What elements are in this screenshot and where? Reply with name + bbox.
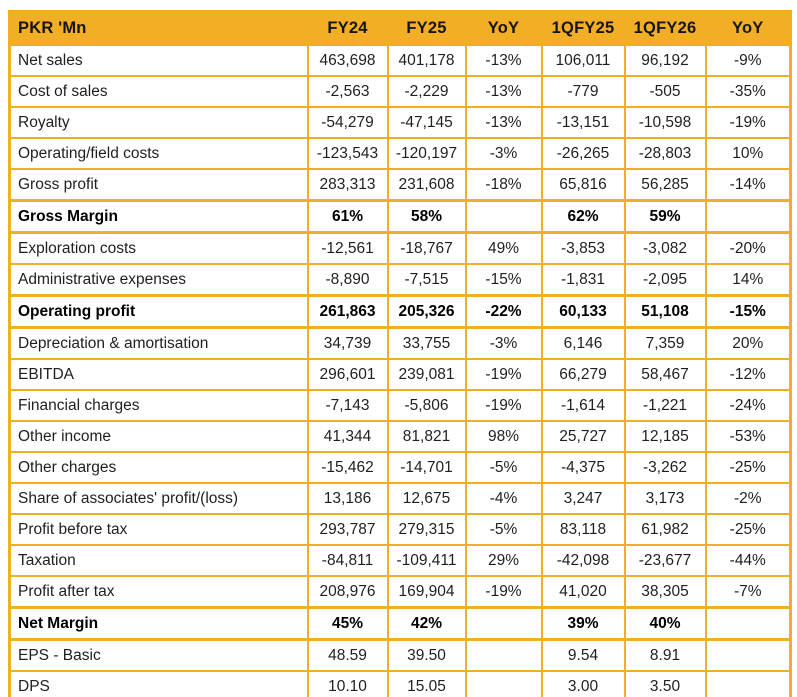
value-cell: 42% (388, 608, 466, 640)
table-row (10, 45, 791, 76)
value-cell: -20% (706, 233, 791, 265)
row-label: Taxation (10, 545, 308, 576)
row-label: Net Margin (10, 608, 308, 640)
value-cell: -2,563 (308, 76, 388, 107)
value-cell: -5% (466, 452, 542, 483)
table-row (10, 359, 791, 390)
value-cell: -47,145 (388, 107, 466, 138)
value-cell: 3.50 (625, 671, 706, 697)
value-cell: -12% (706, 359, 791, 390)
value-cell: -54,279 (308, 107, 388, 138)
value-cell: -22% (466, 296, 542, 328)
row-label: Royalty (10, 107, 308, 138)
value-cell: -84,811 (308, 545, 388, 576)
value-cell: 49% (466, 233, 542, 265)
value-cell: -53% (706, 421, 791, 452)
value-cell: -19% (466, 576, 542, 608)
value-cell: 293,787 (308, 514, 388, 545)
value-cell: -13% (466, 107, 542, 138)
value-cell: -2,095 (625, 264, 706, 296)
value-cell: -7,515 (388, 264, 466, 296)
value-cell: -4,375 (542, 452, 625, 483)
value-cell (466, 201, 542, 233)
value-cell: 208,976 (308, 576, 388, 608)
value-cell: -19% (706, 107, 791, 138)
value-cell: 205,326 (388, 296, 466, 328)
value-cell: -19% (466, 359, 542, 390)
value-cell: 15.05 (388, 671, 466, 697)
value-cell: 13,186 (308, 483, 388, 514)
column-header-yoy-fy: YoY (466, 12, 542, 46)
column-header-1qfy26: 1QFY26 (625, 12, 706, 46)
row-label: Operating profit (10, 296, 308, 328)
value-cell: 296,601 (308, 359, 388, 390)
table-row (10, 107, 791, 138)
value-cell: -2,229 (388, 76, 466, 107)
value-cell: 38,305 (625, 576, 706, 608)
value-cell: 10% (706, 138, 791, 169)
row-label: Share of associates' profit/(loss) (10, 483, 308, 514)
value-cell: -123,543 (308, 138, 388, 169)
table-row (10, 233, 791, 265)
value-cell: -28,803 (625, 138, 706, 169)
financials-table (8, 10, 792, 697)
value-cell: -25% (706, 452, 791, 483)
row-label: DPS (10, 671, 308, 697)
value-cell: 12,675 (388, 483, 466, 514)
value-cell: 283,313 (308, 169, 388, 201)
value-cell: -120,197 (388, 138, 466, 169)
value-cell: 3,247 (542, 483, 625, 514)
value-cell: -505 (625, 76, 706, 107)
value-cell: -13,151 (542, 107, 625, 138)
table-row (10, 514, 791, 545)
row-label: EPS - Basic (10, 640, 308, 672)
value-cell: -1,614 (542, 390, 625, 421)
value-cell: 61% (308, 201, 388, 233)
column-header-yoy-q: YoY (706, 12, 791, 46)
value-cell: 6,146 (542, 328, 625, 360)
value-cell: -26,265 (542, 138, 625, 169)
value-cell: 279,315 (388, 514, 466, 545)
table-row (10, 640, 791, 672)
table-row (10, 576, 791, 608)
value-cell: 3,173 (625, 483, 706, 514)
row-label: Other charges (10, 452, 308, 483)
value-cell: -7% (706, 576, 791, 608)
column-header-1qfy25: 1QFY25 (542, 12, 625, 46)
table-row (10, 296, 791, 328)
value-cell: -13% (466, 45, 542, 76)
value-cell: 56,285 (625, 169, 706, 201)
value-cell: -1,221 (625, 390, 706, 421)
value-cell: 231,608 (388, 169, 466, 201)
value-cell: 14% (706, 264, 791, 296)
value-cell (706, 671, 791, 697)
table-row (10, 452, 791, 483)
value-cell: -42,098 (542, 545, 625, 576)
value-cell: -3,082 (625, 233, 706, 265)
value-cell: -15% (466, 264, 542, 296)
value-cell: 29% (466, 545, 542, 576)
value-cell: 60,133 (542, 296, 625, 328)
value-cell: -18,767 (388, 233, 466, 265)
value-cell: -35% (706, 76, 791, 107)
value-cell: -12,561 (308, 233, 388, 265)
value-cell: -14,701 (388, 452, 466, 483)
unit-column-header: PKR 'Mn (10, 12, 308, 46)
value-cell: 33,755 (388, 328, 466, 360)
row-label: Profit after tax (10, 576, 308, 608)
value-cell: 62% (542, 201, 625, 233)
value-cell: -5% (466, 514, 542, 545)
value-cell: -23,677 (625, 545, 706, 576)
value-cell: -9% (706, 45, 791, 76)
value-cell: 34,739 (308, 328, 388, 360)
value-cell: -3,262 (625, 452, 706, 483)
table-body (10, 45, 791, 697)
value-cell: 401,178 (388, 45, 466, 76)
value-cell: -44% (706, 545, 791, 576)
row-label: Gross Margin (10, 201, 308, 233)
value-cell: -15% (706, 296, 791, 328)
value-cell: 81,821 (388, 421, 466, 452)
value-cell: 39.50 (388, 640, 466, 672)
value-cell (466, 608, 542, 640)
value-cell: 98% (466, 421, 542, 452)
value-cell: 45% (308, 608, 388, 640)
row-label: Depreciation & amortisation (10, 328, 308, 360)
table-row (10, 264, 791, 296)
value-cell: 39% (542, 608, 625, 640)
value-cell: -14% (706, 169, 791, 201)
row-label: Financial charges (10, 390, 308, 421)
value-cell: 9.54 (542, 640, 625, 672)
value-cell: 10.10 (308, 671, 388, 697)
value-cell: -25% (706, 514, 791, 545)
value-cell: -779 (542, 76, 625, 107)
value-cell: 41,344 (308, 421, 388, 452)
row-label: EBITDA (10, 359, 308, 390)
table-row (10, 328, 791, 360)
value-cell: -109,411 (388, 545, 466, 576)
value-cell: -18% (466, 169, 542, 201)
table-row (10, 671, 791, 697)
value-cell (466, 640, 542, 672)
table-row (10, 201, 791, 233)
table-row (10, 390, 791, 421)
value-cell: 25,727 (542, 421, 625, 452)
column-header-fy25: FY25 (388, 12, 466, 46)
value-cell: 20% (706, 328, 791, 360)
row-label: Cost of sales (10, 76, 308, 107)
value-cell: 3.00 (542, 671, 625, 697)
value-cell: 40% (625, 608, 706, 640)
value-cell: 66,279 (542, 359, 625, 390)
value-cell: -15,462 (308, 452, 388, 483)
value-cell: 7,359 (625, 328, 706, 360)
value-cell: 463,698 (308, 45, 388, 76)
value-cell: 96,192 (625, 45, 706, 76)
value-cell: -7,143 (308, 390, 388, 421)
row-label: Administrative expenses (10, 264, 308, 296)
value-cell: -13% (466, 76, 542, 107)
table-row (10, 76, 791, 107)
value-cell: -3,853 (542, 233, 625, 265)
value-cell: 61,982 (625, 514, 706, 545)
row-label: Exploration costs (10, 233, 308, 265)
row-label: Gross profit (10, 169, 308, 201)
value-cell: 169,904 (388, 576, 466, 608)
value-cell (706, 201, 791, 233)
header-row (10, 12, 791, 46)
value-cell (466, 671, 542, 697)
value-cell: 48.59 (308, 640, 388, 672)
value-cell (706, 608, 791, 640)
value-cell: 58% (388, 201, 466, 233)
value-cell: 83,118 (542, 514, 625, 545)
table-row (10, 138, 791, 169)
column-header-fy24: FY24 (308, 12, 388, 46)
value-cell: -5,806 (388, 390, 466, 421)
row-label: Profit before tax (10, 514, 308, 545)
table-row (10, 421, 791, 452)
table-row (10, 545, 791, 576)
value-cell: -10,598 (625, 107, 706, 138)
table-row (10, 483, 791, 514)
value-cell (706, 640, 791, 672)
value-cell: 12,185 (625, 421, 706, 452)
value-cell: 261,863 (308, 296, 388, 328)
value-cell: 51,108 (625, 296, 706, 328)
value-cell: 239,081 (388, 359, 466, 390)
value-cell: -4% (466, 483, 542, 514)
value-cell: -1,831 (542, 264, 625, 296)
value-cell: -24% (706, 390, 791, 421)
row-label: Operating/field costs (10, 138, 308, 169)
row-label: Other income (10, 421, 308, 452)
value-cell: 58,467 (625, 359, 706, 390)
value-cell: 59% (625, 201, 706, 233)
value-cell: 8.91 (625, 640, 706, 672)
table-row (10, 169, 791, 201)
value-cell: -19% (466, 390, 542, 421)
value-cell: 41,020 (542, 576, 625, 608)
table-row (10, 608, 791, 640)
value-cell: -3% (466, 328, 542, 360)
value-cell: -2% (706, 483, 791, 514)
value-cell: 106,011 (542, 45, 625, 76)
value-cell: 65,816 (542, 169, 625, 201)
value-cell: -3% (466, 138, 542, 169)
value-cell: -8,890 (308, 264, 388, 296)
row-label: Net sales (10, 45, 308, 76)
